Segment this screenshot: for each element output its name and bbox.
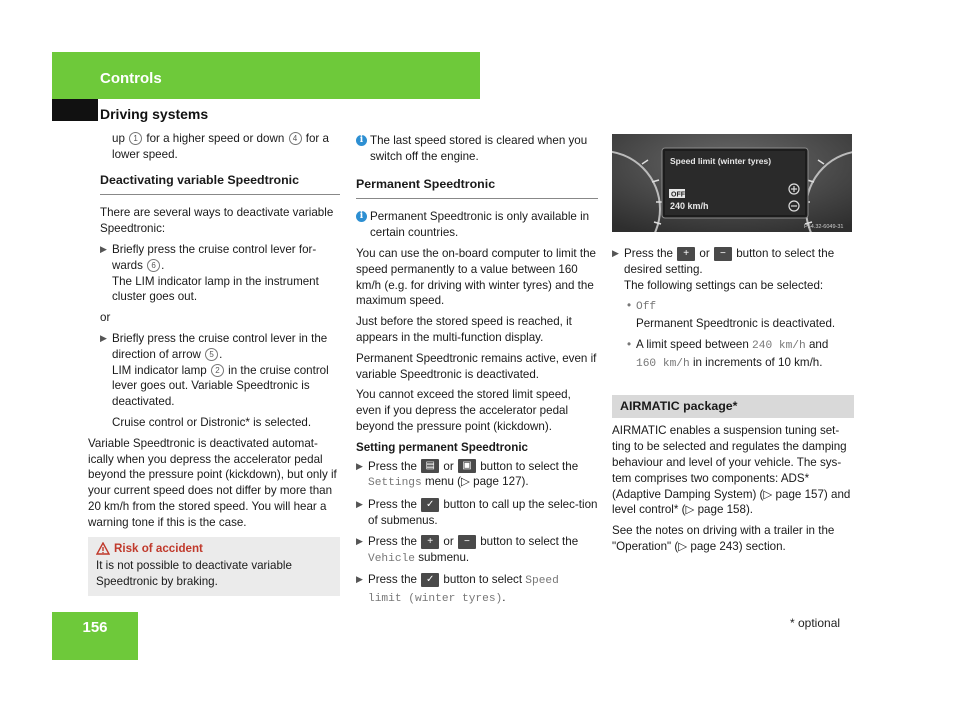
callout-1: 1: [129, 132, 142, 145]
plus-key-icon: +: [677, 247, 695, 261]
arrow-icon: ▶: [100, 243, 107, 254]
intro-text: up 1 for a higher speed or down 4 for a lower speed.: [112, 132, 329, 161]
column-1: [88, 131, 340, 596]
ok-key-icon: ✓: [421, 498, 439, 512]
bullet-icon: •: [627, 299, 632, 313]
instrument-display-photo: [612, 134, 852, 232]
step-note: The LIM indicator lamp in the instrument cluster goes out.: [112, 274, 319, 304]
column-2: [356, 133, 598, 613]
callout-4: 4: [289, 132, 302, 145]
step-item: ▶ Press the ✓ button to select Speed limit (winter tyres).: [356, 573, 559, 606]
bullet-item: • A limit speed between 240 km/h and 160 km/h in increments of 10 km/h.: [627, 337, 829, 370]
info-icon: i: [356, 135, 367, 146]
minus-key-icon: −: [458, 535, 476, 549]
arrow-icon: ▶: [356, 460, 363, 471]
display-title: Speed limit (winter tyres): [670, 156, 772, 166]
arrow-icon: ▶: [612, 248, 619, 258]
instrument-cluster-image: [612, 134, 852, 232]
section-title: Driving systems: [100, 106, 209, 122]
paragraph: See the notes on driving with a trailer in the "Operation" (▷ page 243) section.: [612, 524, 835, 553]
paragraph: You cannot exceed the stored limit speed, even if you depress the accelerator pedal beyond the pressure point (kickdown).: [356, 388, 571, 433]
paragraph: There are several ways to deactivate variable Speedtronic:: [100, 206, 334, 236]
warning-triangle-icon: [96, 542, 110, 555]
info-note: i The last speed stored is cleared when you switch off the engine.: [356, 133, 598, 165]
bullet-icon: •: [627, 337, 632, 351]
step-item: ▶ Press the ▤ or ▣ button to select the Settings menu (▷ page 127).: [356, 459, 579, 490]
paragraph: Variable Speedtronic is deactivated automat-ically when you depress the accelerator pedal beyond the pressure point (kickdown), but only if your current speed does not differ by more than 20 km/h from the stored speed. You will hear a warning tone if this is the case.: [88, 436, 337, 529]
callout-5: 5: [205, 348, 218, 361]
step-item: ▶ Briefly press the cruise control lever for-wards 6 . The LIM indicator lamp in the instrument cluster goes out.: [100, 242, 319, 304]
paragraph: You can use the on-board computer to limit the speed permanently to a value between 160 km/h (e.g. for driving with winter tyres) and the maximum speed.: [356, 246, 596, 308]
warning-text: It is not possible to deactivate variable Speedtronic by braking.: [96, 559, 292, 589]
heading-permanent: Permanent Speedtronic: [356, 177, 598, 200]
display-value: 240 km/h: [670, 201, 709, 211]
bullet-item: • Off Permanent Speedtronic is deactivated.: [627, 299, 836, 331]
page-number: 156: [82, 619, 108, 636]
heading-airmatic: AIRMATIC package*: [612, 395, 854, 419]
paragraph: AIRMATIC enables a suspension tuning set-ting to be selected and regulates the damping behaviour and level of your vehicle. The sys-tem comprises two components: ADS* (Adaptive Damping System) (▷ page 157) and level control* (▷ page 158).: [612, 424, 851, 517]
step-item: ▶ Press the + or − button to select the Vehicle submenu.: [356, 534, 579, 565]
step-item: ▶ Press the ✓ button to call up the selec-tion of submenus.: [356, 498, 598, 527]
display-badge: OFF: [671, 191, 685, 199]
callout-6: 6: [147, 259, 160, 272]
ok-key-icon: ✓: [421, 573, 439, 587]
image-code: P54.32-6049-31: [804, 224, 844, 230]
heading-deactivating: Deactivating variable Speedtronic: [100, 173, 340, 196]
menu-down-key-icon: ▣: [458, 459, 476, 473]
arrow-icon: ▶: [356, 499, 363, 510]
paragraph: Permanent Speedtronic remains active, even if variable Speedtronic is deactivated.: [356, 351, 597, 381]
arrow-icon: ▶: [356, 574, 363, 585]
callout-2: 2: [211, 364, 224, 377]
info-note: i Permanent Speedtronic is only available in certain countries.: [356, 209, 598, 241]
minus-key-icon: −: [714, 247, 732, 261]
chapter-title: Controls: [100, 70, 162, 87]
warning-box: [88, 537, 340, 596]
or-text: or: [100, 311, 111, 325]
column-3: [612, 246, 854, 560]
warning-title: Risk of accident: [96, 541, 334, 557]
plus-key-icon: +: [421, 535, 439, 549]
arrow-icon: ▶: [356, 535, 363, 546]
subheading-setting: Setting permanent Speedtronic: [356, 440, 528, 454]
arrow-icon: ▶: [100, 332, 107, 343]
paragraph: Just before the stored speed is reached, it appears in the multi-function display.: [356, 315, 572, 344]
step-item: ▶ Briefly press the cruise control lever in the direction of arrow 5 . LIM indicator lamp 2 in the cruise control lever goes out. Variable Speedtronic is deactivated.: [100, 331, 329, 409]
menu-up-key-icon: ▤: [421, 459, 439, 473]
section-tab: [52, 99, 98, 121]
step-note: Cruise control or Distronic* is selected.: [112, 415, 312, 429]
footnote: * optional: [790, 616, 841, 630]
step-note: The following settings can be selected:: [624, 278, 824, 292]
info-icon: i: [356, 211, 367, 222]
step-item: ▶ Press the + or − button to select the desired setting. The following settings can be selected:: [612, 247, 835, 292]
